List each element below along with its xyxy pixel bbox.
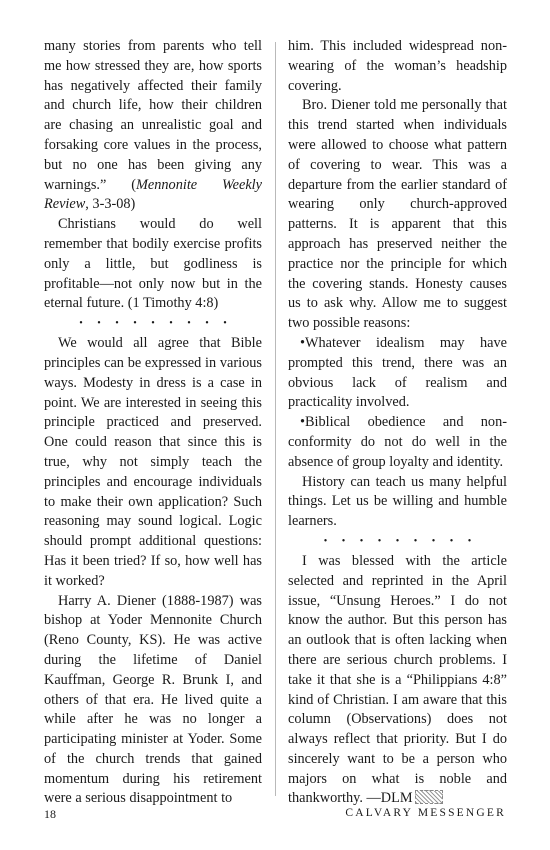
paragraph: Bro. Diener told me personally that this trend started when individuals were allowed to choose what pattern of covering to wear. This was a departure from the earlier standard of wearing only church-approved patterns. It is apparent that this approach has preserved neither the practice nor the principle for which the covering stands. Honesty causes us to ask why. Allow me to suggest two possible reasons: <box>288 97 507 332</box>
paragraph: History can teach us many helpful things. Let us be willing and humble learners. <box>288 473 507 530</box>
citation: Mennonite Weekly Review <box>44 176 262 213</box>
paragraph: Harry A. Diener (1888-1987) was bishop at Yoder Mennonite Church (Reno County, KS). He was active during the lifetime of Daniel Kauffman, George R. Brunk I, and others of that era. He lived quite a while after he was no longer a participating minister at Yoder. Some of the church trends that gained momentum during his retirement were a serious disappointment to <box>44 592 262 807</box>
left-column <box>44 37 262 809</box>
section-divider: • • • • • • • • • <box>323 535 478 547</box>
paragraph: Christians would do well remember that bodily exercise profits only a little, but godliness is profitable—not only now but in the eternal future. (1 Timothy 4:8) <box>44 216 262 312</box>
paragraph: We would all agree that Bible principles can be expressed in various ways. Modesty in dress is a case in point. We are interested in seeing this principle practiced and preserved. One could reason that since this is true, why not simply teach the principles and encourage individuals to make their own application? Such reasoning may sound logical. Logic should prompt additional questions: Has it been tried? If so, how well has it worked? <box>44 335 262 589</box>
page-number: 18 <box>44 807 56 821</box>
paragraph <box>288 552 507 809</box>
bullet-item: •Whatever idealism may have prompted this trend, there was an obvious lack of realism and practicality involved. <box>288 334 507 411</box>
column-rule <box>275 42 276 796</box>
paragraph <box>44 37 262 215</box>
bullet-item: •Biblical obedience and non-conformity do not do well in the absence of group loyalty and identity. <box>288 414 507 470</box>
paragraph: him. This included widespread non-wearing of the woman’s headship covering. <box>288 38 507 94</box>
end-mark-icon <box>415 790 443 804</box>
signoff: —DLM <box>362 790 413 807</box>
section-divider: • • • • • • • • • <box>79 318 233 330</box>
paragraph-text: , 3-3-08) <box>85 196 136 213</box>
paragraph-text: I was blessed with the article selected and reprinted in the April issue, “Unsung Heroes.” I do not know the author. But this person has an outlook that is often lacking when there are serious church problems. I take it that she is a “Philippians 4:8” kind of Christian. I am aware that this column (Observations) does not always reflect that priority. But I do sincerely want to be a person who majors on what is noble and thankworthy. <box>288 552 507 807</box>
running-head: CALVARY MESSENGER <box>345 807 506 819</box>
right-column <box>288 37 507 809</box>
paragraph-text: many stories from parents who tell me how stressed they are, how sports has negatively affected their family and church life, how their children are chasing an unrealistic goal and forsaking core values in the process, but no one has been giving any warnings.” ( <box>44 38 262 193</box>
